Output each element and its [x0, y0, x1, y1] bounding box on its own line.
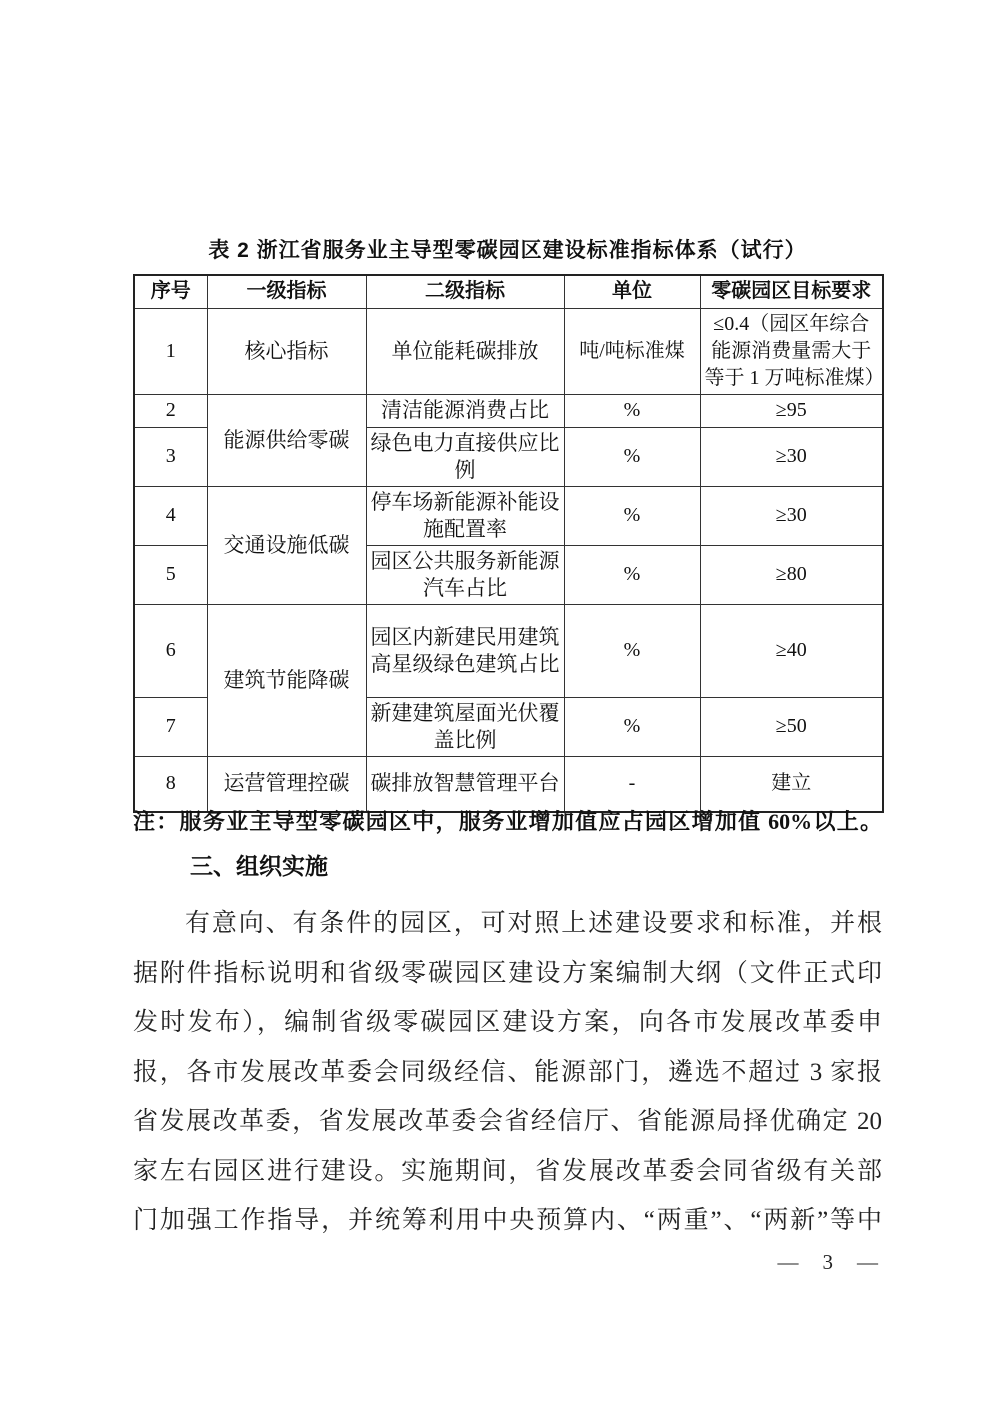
- header-level2: 二级指标: [366, 275, 564, 308]
- target-cell: ≥95: [700, 394, 883, 427]
- table-footnote: 注：服务业主导型零碳园区中，服务业增加值应占园区增加值 60%以上。: [133, 809, 882, 834]
- target-cell: ≥30: [700, 427, 883, 486]
- unit-cell: %: [564, 394, 700, 427]
- row-no: 7: [134, 697, 207, 756]
- row-no: 2: [134, 394, 207, 427]
- paragraph-line: 发时发布），编制省级零碳园区建设方案，向各市发展改革委申: [133, 1009, 882, 1036]
- target-cell: ≥80: [700, 545, 883, 604]
- level2-indicator: 清洁能源消费占比: [366, 394, 564, 427]
- target-cell: ≥30: [700, 486, 883, 545]
- unit-cell: %: [564, 427, 700, 486]
- row-no: 5: [134, 545, 207, 604]
- body-paragraph: [133, 899, 882, 1246]
- footer-dash-right: —: [857, 1250, 878, 1274]
- header-level1: 一级指标: [207, 275, 366, 308]
- paragraph-line: 家左右园区进行建设。实施期间，省发展改革委会同省级有关部: [133, 1157, 882, 1185]
- header-target: 零碳园区目标要求: [700, 275, 883, 308]
- level1-indicator: 交通设施低碳: [207, 486, 366, 604]
- paragraph-line: 门加强工作指导，并统筹利用中央预算内、“两重”、“两新”等中: [133, 1207, 882, 1234]
- unit-cell: %: [564, 486, 700, 545]
- level1-indicator: 运营管理控碳: [207, 756, 366, 812]
- level2-indicator: 碳排放智慧管理平台: [366, 756, 564, 812]
- row-no: 8: [134, 756, 207, 812]
- unit-cell: 吨/吨标准煤: [564, 308, 700, 394]
- unit-cell: -: [564, 756, 700, 812]
- level2-indicator: 园区公共服务新能源汽车占比: [366, 545, 564, 604]
- page-number: 3: [822, 1250, 833, 1274]
- paragraph-line: 据附件指标说明和省级零碳园区建设方案编制大纲（文件正式印: [133, 959, 882, 987]
- level2-indicator: 停车场新能源补能设施配置率: [366, 486, 564, 545]
- section-heading: 三、组织实施: [190, 853, 328, 879]
- target-cell: ≤0.4（园区年综合能源消费量需大于等于 1 万吨标准煤）: [700, 308, 883, 394]
- row-no: 3: [134, 427, 207, 486]
- unit-cell: %: [564, 604, 700, 697]
- level1-indicator: 建筑节能降碳: [207, 604, 366, 756]
- indicator-table: [133, 274, 884, 813]
- level2-indicator: 新建建筑屋面光伏覆盖比例: [366, 697, 564, 756]
- level1-indicator: 能源供给零碳: [207, 394, 366, 486]
- unit-cell: %: [564, 545, 700, 604]
- target-cell: ≥50: [700, 697, 883, 756]
- table-header-row: [134, 275, 883, 308]
- table-row: [134, 604, 883, 697]
- header-seq: 序号: [134, 275, 207, 308]
- page-footer: [778, 1250, 879, 1275]
- level2-indicator: 单位能耗碳排放: [366, 308, 564, 394]
- row-no: 1: [134, 308, 207, 394]
- row-no: 4: [134, 486, 207, 545]
- target-cell: 建立: [700, 756, 883, 812]
- table-title: 表 2 浙江省服务业主导型零碳园区建设标准指标体系（试行）: [208, 239, 807, 262]
- target-cell: ≥40: [700, 604, 883, 697]
- paragraph-line: 有意向、有条件的园区，可对照上述建设要求和标准，并根: [185, 910, 882, 937]
- level1-indicator: 核心指标: [207, 308, 366, 394]
- table-row: [134, 486, 883, 545]
- level2-indicator: 园区内新建民用建筑高星级绿色建筑占比: [366, 604, 564, 697]
- table-row: [134, 394, 883, 427]
- level2-indicator: 绿色电力直接供应比例: [366, 427, 564, 486]
- header-unit: 单位: [564, 275, 700, 308]
- paragraph-line: 报，各市发展改革委会同级经信、能源部门，遴选不超过 3 家报: [133, 1058, 882, 1086]
- table-row: [134, 756, 883, 812]
- paragraph-line: 省发展改革委，省发展改革委会省经信厅、省能源局择优确定 20: [133, 1108, 882, 1135]
- unit-cell: %: [564, 697, 700, 756]
- footer-dash-left: —: [777, 1250, 799, 1274]
- table-row: [134, 308, 883, 394]
- row-no: 6: [134, 604, 207, 697]
